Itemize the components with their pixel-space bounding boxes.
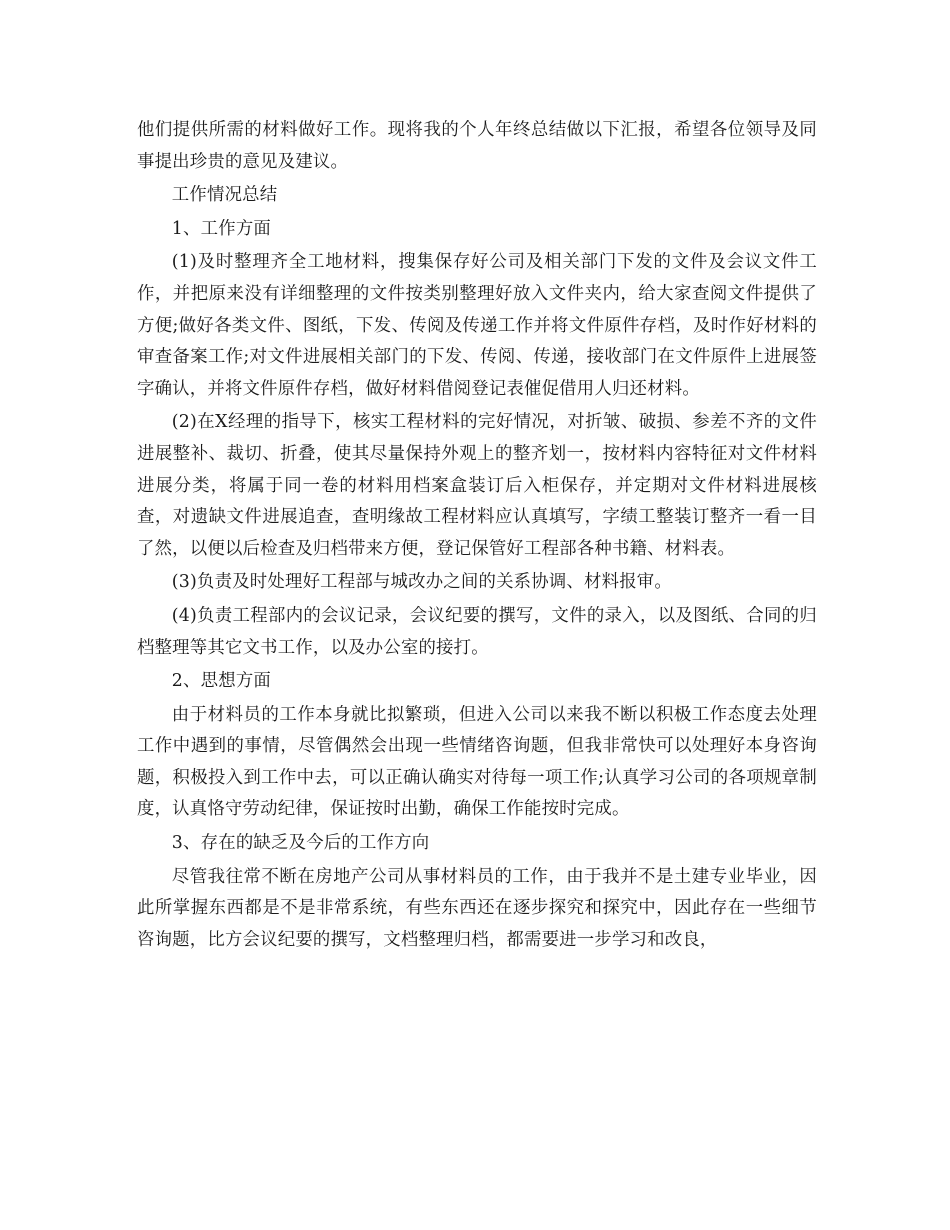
heading-thought-aspect: 2、思想方面	[171, 671, 272, 692]
heading-shortcomings: 3、存在的缺乏及今后的工作方向	[171, 833, 430, 854]
paragraph-item-2: (2)在X经理的指导下，核实工程材料的完好情况，对折皱、破损、参差不齐的文件进展整补、裁切、折叠，使其尽量保持外观上的整齐划一，按材料内容特征对文件材料进展分类，将属于同一卷的材料用档案盒装订后入柜保存，并定期对文件材料进展核查，对遗缺文件进展追查，查明缘故工程材料应认真填写，字绩工整装订整齐一看一目了然，以便以后检查及归档带来方便，登记保管好工程部各种书籍、材料表。	[137, 412, 817, 559]
heading-work-aspect: 1、工作方面	[171, 218, 272, 239]
paragraph-item-4: (4)负责工程部内的会议记录，会议纪要的撰写，文件的录入，以及图纸、合同的归档整理等其它文书工作，以及办公室的接打。	[137, 605, 817, 658]
paragraph-thought: 由于材料员的工作本身就比拟繁琐，但进入公司以来我不断以积极工作态度去处理工作中遇到的事情，尽管偶然会出现一些情绪咨询题，但我非常快可以处理好本身咨询题，积极投入到工作中去，可以正确认确实对待每一项工作;认真学习公司的各项规章制度，认真恪守劳动纪律，保证按时出勤，确保工作能按时完成。	[137, 704, 817, 820]
paragraph-shortcomings: 尽管我往常不断在房地产公司从事材料员的工作，由于我并不是土建专业毕业，因此所掌握东西都是不是非常系统，有些东西还在逐步探究和探究中，因此存在一些细节咨询题，比方会议纪要的撰写，文档整理归档，都需要进一步学习和改良，	[137, 866, 817, 950]
heading-work-summary: 工作情况总结	[171, 185, 278, 206]
paragraph-intro-continuation: 他们提供所需的材料做好工作。现将我的个人年终总结做以下汇报，希望各位领导及同事提出珍贵的意见及建议。	[137, 120, 817, 172]
document-body	[137, 115, 817, 956]
paragraph-item-1: (1)及时整理齐全工地材料，搜集保存好公司及相关部门下发的文件及会议文件工作，并把原来没有详细整理的文件按类别整理好放入文件夹内，给大家查阅文件提供了方便;做好各类文件、图纸，下发、传阅及传递工作并将文件原件存档，及时作好材料的审查备案工作;对文件进展相关部门的下发、传阅、传递，接收部门在文件原件上进展签字确认，并将文件原件存档，做好材料借阅登记表催促借用人归还材料。	[137, 252, 817, 399]
paragraph-item-3: (3)负责及时处理好工程部与城改办之间的关系协调、材料报审。	[171, 572, 672, 593]
